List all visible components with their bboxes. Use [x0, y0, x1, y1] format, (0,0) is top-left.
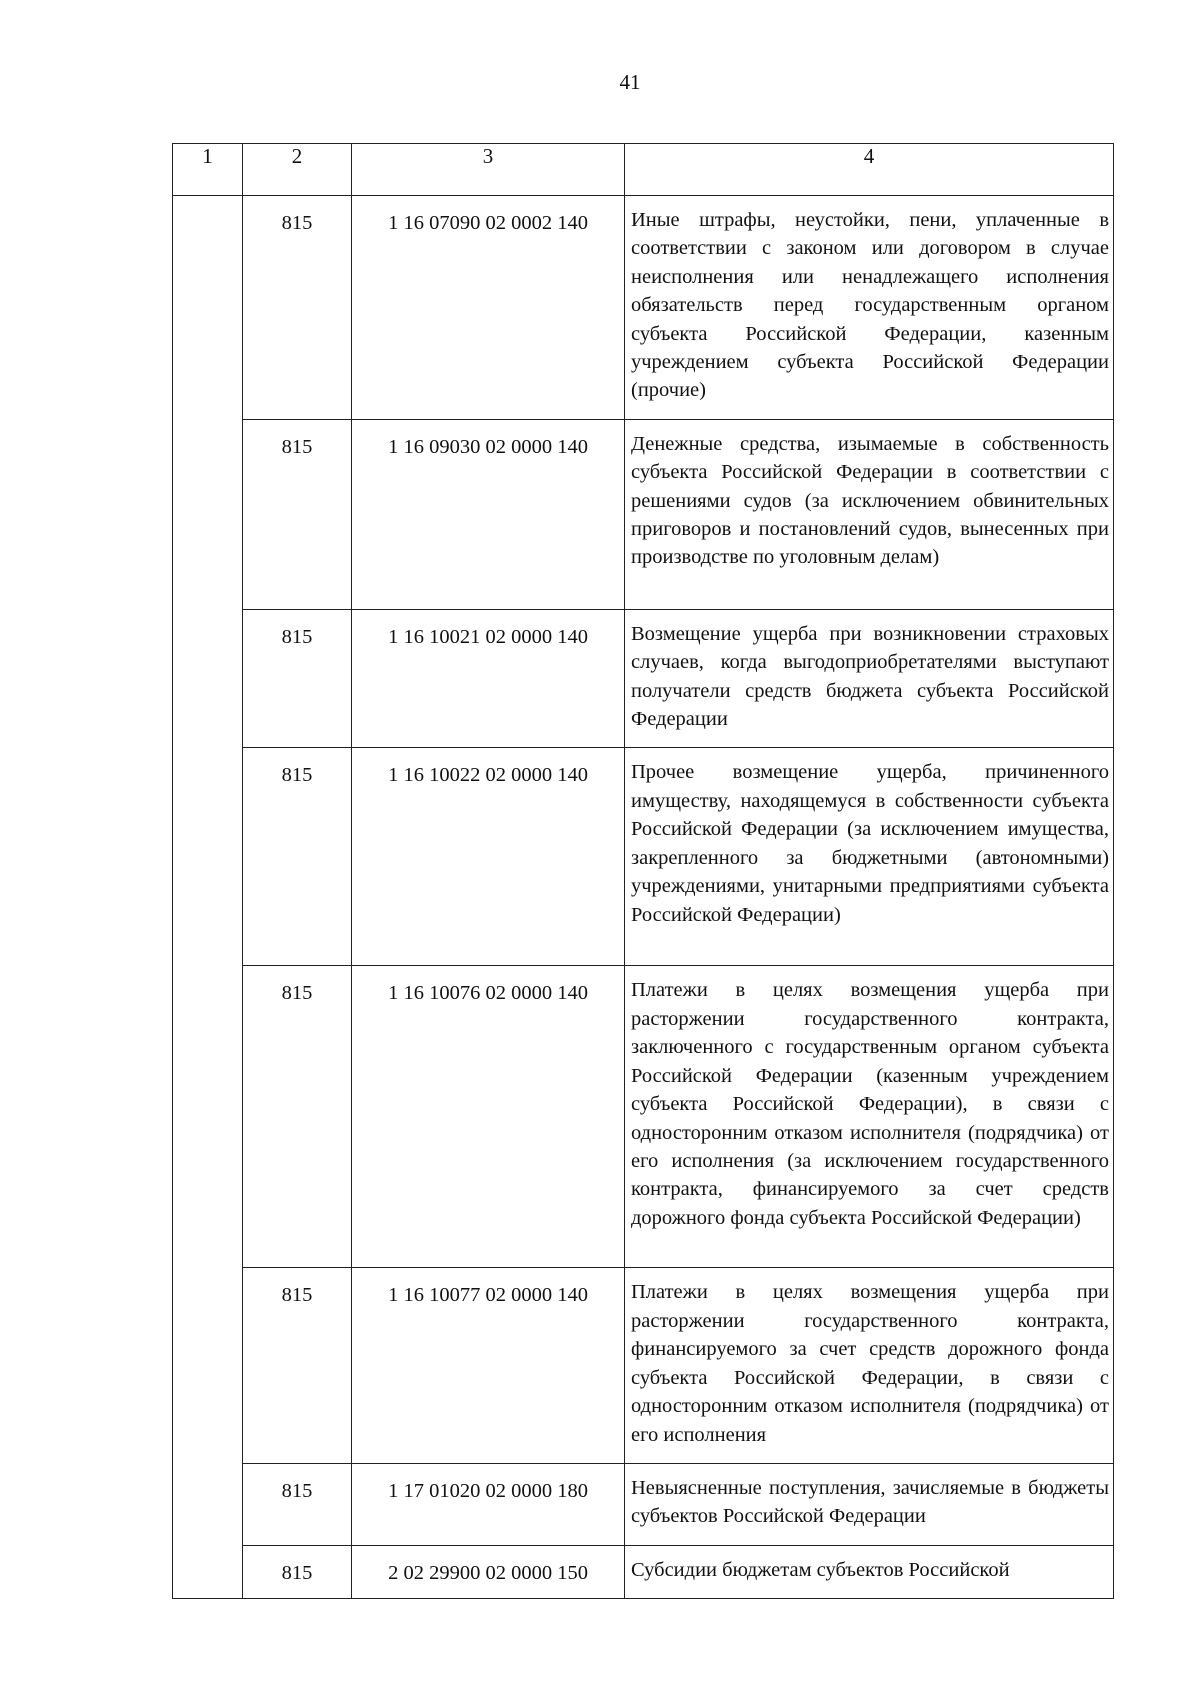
budget-classification-code-cell: 1 16 09030 02 0000 140 — [352, 419, 625, 609]
description-cell: Денежные средства, изымаемые в собственность субъекта Российской Федерации в соответствии с решениями судов (за исключением обвинительных приговоров и постановлений судов, вынесенных при производстве по уголовным делам) — [625, 419, 1114, 609]
description-cell: Субсидии бюджетам субъектов Российской — [625, 1545, 1114, 1598]
table-header — [173, 144, 1114, 196]
description-cell: Платежи в целях возмещения ущерба при расторжении государственного контракта, финансируемого за счет средств дорожного фонда субъекта Российской Федерации, в связи с односторонним отказом исполнителя (подрядчика) от его исполнения — [625, 1268, 1114, 1463]
table-row — [173, 966, 1114, 1268]
admin-code-cell: 815 — [243, 1463, 352, 1545]
description-cell: Возмещение ущерба при возникновении страховых случаев, когда выгодоприобретателями выступают получатели средств бюджета субъекта Российской Федерации — [625, 609, 1114, 748]
table-row — [173, 196, 1114, 420]
table-row — [173, 419, 1114, 609]
column-header-4: 4 — [625, 144, 1114, 196]
admin-code-cell: 815 — [243, 419, 352, 609]
table-row — [173, 748, 1114, 966]
budget-classification-code-cell: 1 17 01020 02 0000 180 — [352, 1463, 625, 1545]
revenue-codes-table — [172, 143, 1114, 1599]
column-1-empty-cell — [173, 196, 243, 1599]
table-row — [173, 1268, 1114, 1463]
budget-classification-code-cell: 1 16 10022 02 0000 140 — [352, 748, 625, 966]
description-cell: Платежи в целях возмещения ущерба при расторжении государственного контракта, заключенного с государственным органом субъекта Российской Федерации (казенным учреждением субъекта Российской Федерации), в связи с односторонним отказом исполнителя (подрядчика) от его исполнения (за исключением государственного контракта, финансируемого за счет средств дорожного фонда субъекта Российской Федерации) — [625, 966, 1114, 1268]
table-row — [173, 609, 1114, 748]
admin-code-cell: 815 — [243, 196, 352, 420]
table-row — [173, 1463, 1114, 1545]
table-header-row — [173, 144, 1114, 196]
table-row — [173, 1545, 1114, 1598]
budget-classification-code-cell: 1 16 10076 02 0000 140 — [352, 966, 625, 1268]
table-body — [173, 196, 1114, 1599]
admin-code-cell: 815 — [243, 748, 352, 966]
description-cell: Иные штрафы, неустойки, пени, уплаченные в соответствии с законом или договором в случае неисполнения или ненадлежащего исполнения обязательств перед государственным органом субъекта Российской Федерации, казенным учреждением субъекта Российской Федерации (прочие) — [625, 196, 1114, 420]
budget-classification-code-cell: 2 02 29900 02 0000 150 — [352, 1545, 625, 1598]
admin-code-cell: 815 — [243, 1545, 352, 1598]
column-header-1: 1 — [173, 144, 243, 196]
column-header-2: 2 — [243, 144, 352, 196]
admin-code-cell: 815 — [243, 966, 352, 1268]
budget-classification-code-cell: 1 16 10077 02 0000 140 — [352, 1268, 625, 1463]
admin-code-cell: 815 — [243, 609, 352, 748]
budget-classification-code-cell: 1 16 07090 02 0002 140 — [352, 196, 625, 420]
admin-code-cell: 815 — [243, 1268, 352, 1463]
column-header-3: 3 — [352, 144, 625, 196]
budget-classification-code-cell: 1 16 10021 02 0000 140 — [352, 609, 625, 748]
page-number: 41 — [619, 70, 641, 94]
description-cell: Невыясненные поступления, зачисляемые в бюджеты субъектов Российской Федерации — [625, 1463, 1114, 1545]
description-cell: Прочее возмещение ущерба, причиненного имуществу, находящемуся в собственности субъекта Российской Федерации (за исключением имущества, закрепленного за бюджетными (автономными) учреждениями, унитарными предприятиями субъекта Российской Федерации) — [625, 748, 1114, 966]
